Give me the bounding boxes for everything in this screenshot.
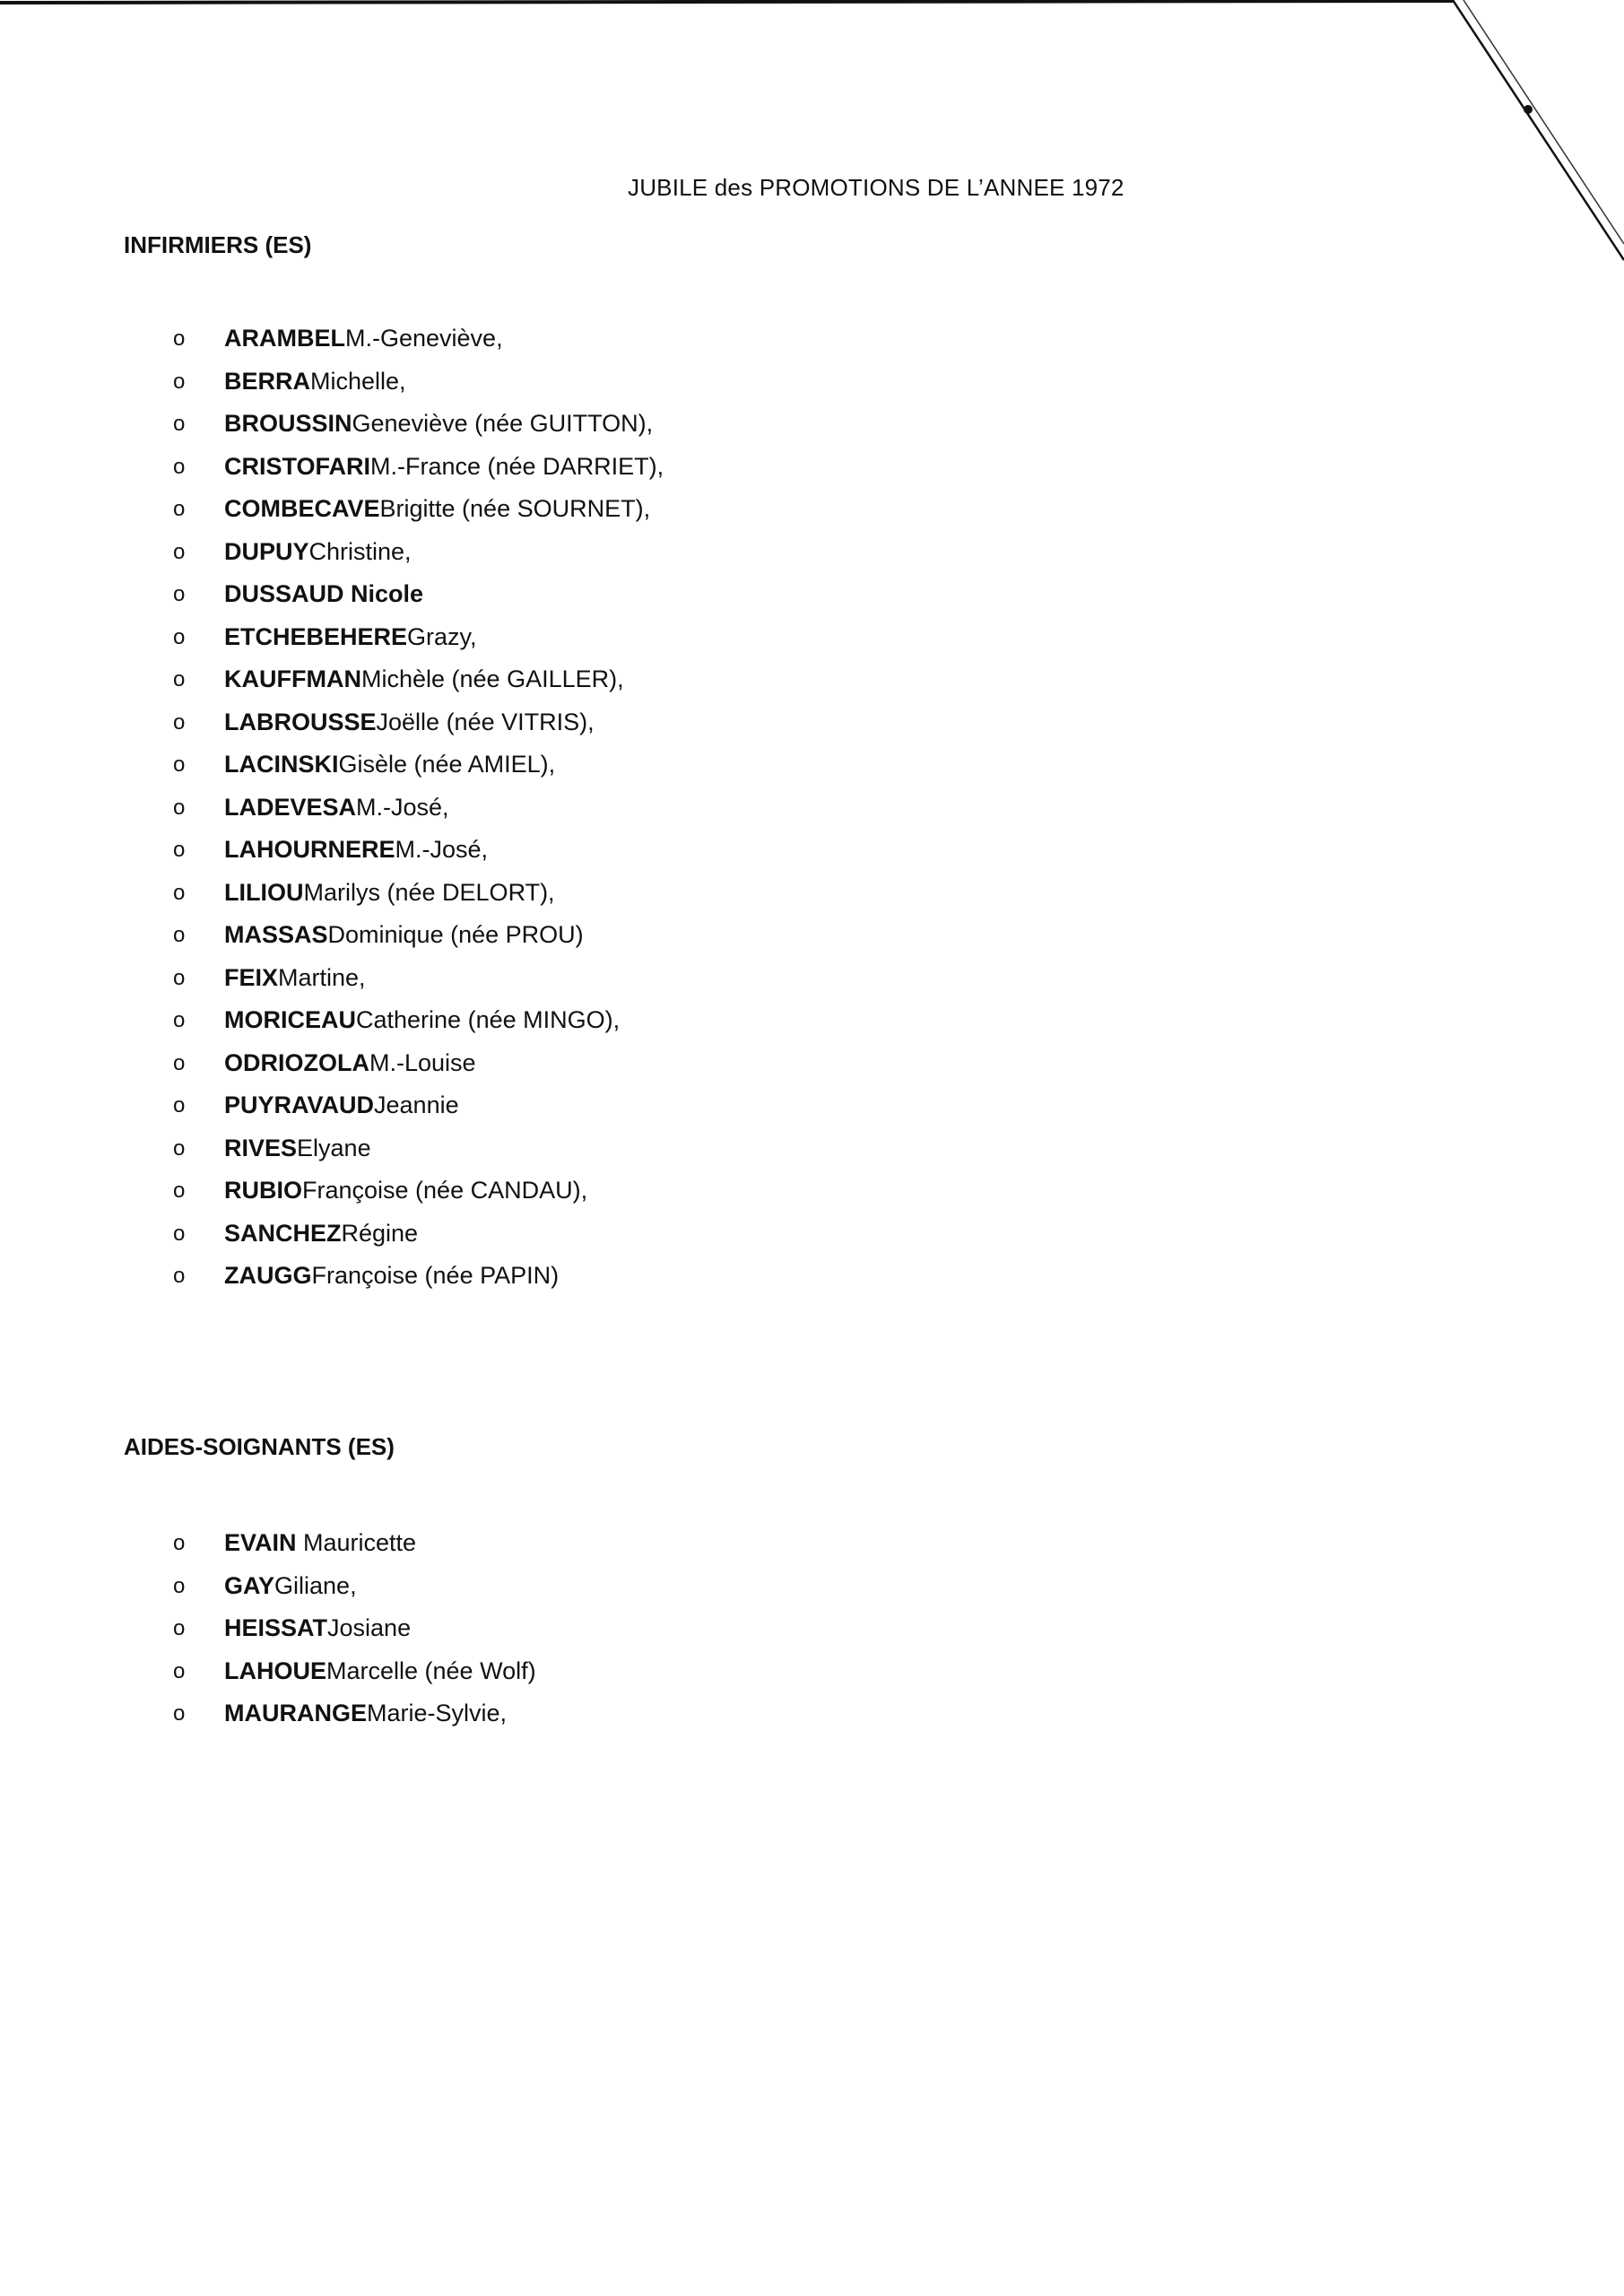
bullet-icon: o [173, 1658, 186, 1683]
bullet-icon: o [173, 539, 186, 564]
person-surname: ARAMBEL [224, 325, 345, 352]
bullet-icon: o [173, 1178, 186, 1203]
person-details: Mauricette [296, 1529, 417, 1556]
bullet-icon: o [173, 1050, 186, 1075]
list-item [173, 1213, 664, 1256]
person-details: Marilys (née DELORT), [303, 878, 555, 906]
person-surname: MASSAS [224, 921, 328, 948]
list-item [173, 1255, 664, 1298]
person-details: Jeannie [374, 1091, 459, 1118]
person-details: Marcelle (née Wolf) [326, 1657, 536, 1684]
person-details: M.-Louise [369, 1048, 476, 1076]
section-heading-infirmiers: INFIRMIERS (ES) [124, 231, 312, 258]
person-details: Dominique (née PROU) [327, 921, 584, 948]
person-details: Joëlle (née VITRIS), [376, 708, 595, 735]
bullet-icon: o [173, 369, 186, 394]
list-item [173, 1565, 536, 1608]
person-details: M.-France (née DARRIET), [370, 452, 664, 480]
person-details: Giliane, [274, 1571, 357, 1599]
person-details: Martine, [278, 963, 366, 991]
page-title: JUBILE des PROMOTIONS DE L’ANNEE 1972 [628, 174, 1125, 201]
person-surname: ETCHEBEHERE [224, 622, 408, 650]
person-details: Catherine (née MINGO), [356, 1006, 621, 1033]
person-surname: RIVES [224, 1134, 298, 1161]
person-surname: EVAIN [224, 1529, 297, 1556]
bullet-icon: o [173, 1135, 186, 1161]
person-surname: LAHOURNERE [224, 836, 395, 863]
bullet-icon: o [173, 1573, 186, 1598]
list-item [173, 616, 664, 659]
bullet-icon: o [173, 326, 186, 351]
person-surname: FEIX [224, 963, 279, 991]
section-heading-aides-soignants: AIDES-SOIGNANTS (ES) [124, 1433, 395, 1460]
list-item [173, 701, 664, 744]
bullet-icon: o [173, 1093, 186, 1118]
bullet-icon: o [173, 624, 186, 649]
list-item [173, 361, 664, 404]
list-item [173, 658, 664, 701]
person-details: Geneviève (née GUITTON), [352, 410, 654, 437]
bullet-icon: o [173, 965, 186, 990]
person-details: Régine [341, 1219, 419, 1247]
list-infirmiers [173, 317, 664, 1298]
bullet-icon: o [173, 1008, 186, 1032]
person-surname: DUSSAUD Nicole [224, 580, 424, 607]
bullet-icon: o [173, 667, 186, 691]
person-surname: DUPUY [224, 537, 309, 565]
person-surname: LILIOU [224, 878, 304, 906]
list-item [173, 1692, 536, 1735]
person-surname: RUBIO [224, 1177, 302, 1204]
bullet-icon: o [173, 709, 186, 735]
person-surname: GAY [224, 1571, 275, 1599]
list-item [173, 1170, 664, 1213]
person-details: Christine, [308, 537, 412, 565]
list-item [173, 1042, 664, 1085]
person-surname: COMBECAVE [224, 495, 380, 522]
list-item [173, 1650, 536, 1693]
list-item [173, 488, 664, 531]
list-item [173, 872, 664, 915]
person-surname: LAHOUE [224, 1657, 326, 1684]
person-surname: BROUSSIN [224, 410, 352, 437]
person-details: M.-José, [356, 793, 449, 821]
list-item [173, 446, 664, 489]
list-item [173, 317, 664, 361]
list-item [173, 787, 664, 830]
person-details: Michèle (née GAILLER), [360, 665, 624, 692]
person-surname: LADEVESA [224, 793, 357, 821]
person-surname: HEISSAT [224, 1614, 328, 1641]
person-surname: KAUFFMAN [224, 665, 361, 692]
list-item [173, 744, 664, 787]
person-details: Elyane [297, 1134, 371, 1161]
person-details: Françoise (née PAPIN) [311, 1262, 560, 1289]
bullet-icon: o [173, 795, 186, 820]
person-details: Marie-Sylvie, [367, 1700, 508, 1726]
bullet-icon: o [173, 454, 186, 479]
person-surname: LACINSKI [224, 751, 339, 778]
list-item [173, 573, 664, 616]
bullet-icon: o [173, 1221, 186, 1246]
bullet-icon: o [173, 1531, 186, 1555]
person-details: Françoise (née CANDAU), [302, 1177, 588, 1204]
bullet-icon: o [173, 880, 186, 905]
bullet-icon: o [173, 923, 186, 947]
person-details: Grazy, [407, 622, 477, 650]
person-surname: ODRIOZOLA [224, 1048, 369, 1076]
scan-edge-lines [0, 0, 1624, 269]
person-details: Brigitte (née SOURNET), [379, 495, 651, 522]
list-item [173, 999, 664, 1042]
list-item [173, 1127, 664, 1170]
bullet-icon: o [173, 838, 186, 862]
bullet-icon: o [173, 1264, 186, 1288]
list-item [173, 531, 664, 574]
person-surname: MORICEAU [224, 1006, 356, 1033]
person-surname: MAURANGE [224, 1700, 367, 1726]
bullet-icon: o [173, 752, 186, 777]
list-item [173, 1607, 536, 1650]
person-details: M.-Geneviève, [345, 325, 503, 352]
bullet-icon: o [173, 412, 186, 436]
bullet-icon: o [173, 497, 186, 521]
list-item [173, 1084, 664, 1127]
person-surname: BERRA [224, 367, 311, 395]
list-aides-soignants [173, 1522, 536, 1735]
person-surname: PUYRAVAUD [224, 1091, 375, 1118]
bullet-icon: o [173, 582, 186, 606]
list-item [173, 403, 664, 446]
list-item [173, 829, 664, 872]
list-item [173, 957, 664, 1000]
bullet-icon: o [173, 1616, 186, 1640]
person-details: Michelle, [310, 367, 406, 395]
person-details: M.-José, [395, 836, 489, 863]
person-details: Gisèle (née AMIEL), [338, 751, 556, 778]
bullet-icon: o [173, 1701, 186, 1726]
list-item [173, 1522, 536, 1565]
person-surname: ZAUGG [224, 1262, 312, 1289]
list-item [173, 914, 664, 957]
person-surname: LABROUSSE [224, 708, 377, 735]
person-surname: SANCHEZ [224, 1219, 342, 1247]
person-details: Josiane [327, 1614, 412, 1641]
person-surname: CRISTOFARI [224, 452, 371, 480]
